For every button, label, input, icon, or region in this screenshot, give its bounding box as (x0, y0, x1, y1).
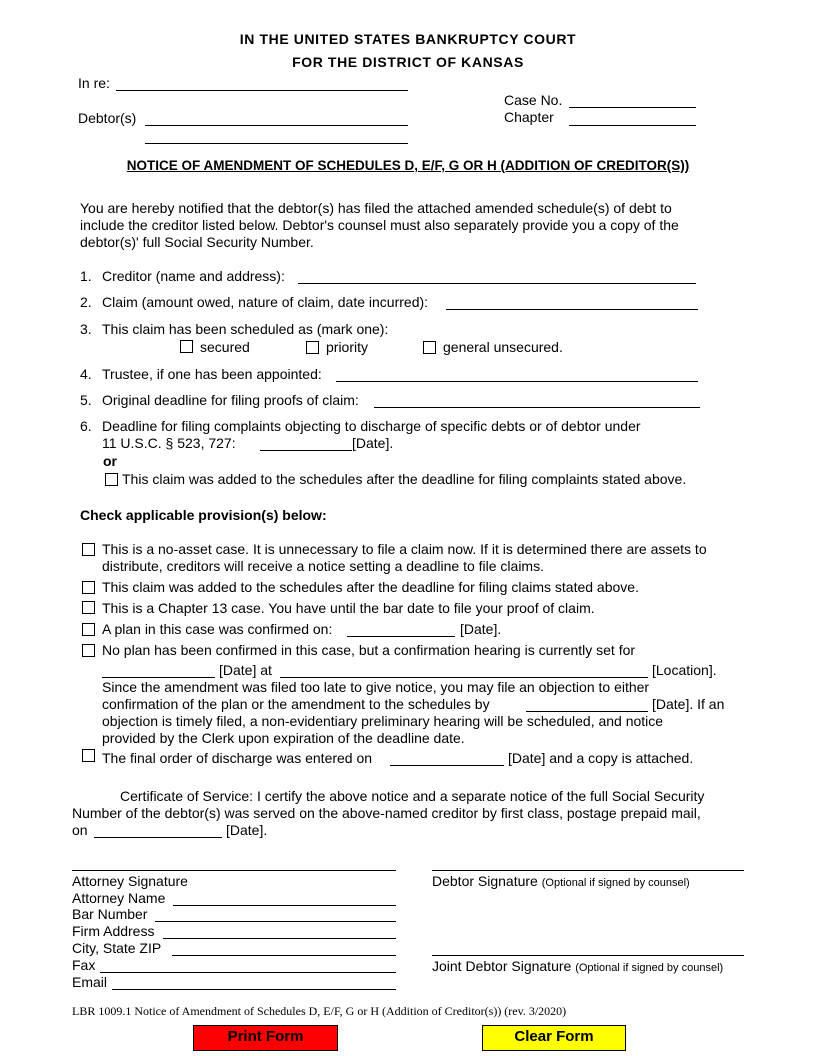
secured-label: secured (200, 339, 250, 355)
email-field[interactable] (112, 989, 396, 990)
priority-checkbox[interactable] (306, 341, 319, 354)
proof-of-claim-deadline-field[interactable] (374, 407, 700, 408)
plan-confirmed-checkbox[interactable] (82, 623, 95, 636)
check-provisions-heading: Check applicable provision(s) below: (80, 507, 327, 523)
discharge-label: The final order of discharge was entered on (102, 750, 373, 766)
late-complaint-checkbox[interactable] (105, 473, 118, 486)
item-3-label: This claim has been scheduled as (mark one): (102, 321, 389, 337)
debtor-name-field[interactable] (145, 125, 408, 126)
plan-confirmed-date-field[interactable] (347, 636, 455, 637)
no-asset-line-2: distribute, creditors will receive a notice setting a deadline to file claims. (102, 558, 544, 574)
in-re-label: In re: (78, 75, 110, 91)
item-3-number: 3. (80, 321, 92, 337)
no-plan-line-6: provided by the Clerk upon expiration of the deadline date. (102, 730, 465, 746)
item-2-label: Claim (amount owed, nature of claim, date incurred): (102, 294, 429, 310)
item-6-number: 6. (80, 418, 92, 434)
certificate-line-1: Certificate of Service: I certify the above notice and a separate notice of the full Social Security (120, 788, 705, 804)
no-plan-line-5: objection is timely filed, a non-evidentiary preliminary hearing will be scheduled, and notice (102, 713, 664, 729)
intro-line-3: debtor(s)' full Social Security Number. (80, 234, 314, 250)
service-date-field[interactable] (94, 837, 222, 838)
debtor-signature-label (432, 873, 690, 889)
discharge-tail: [Date] and a copy is attached. (508, 750, 694, 766)
plan-confirmed-label: A plan in this case was confirmed on: (102, 621, 333, 637)
certificate-date-label: [Date]. (226, 822, 268, 838)
joint-debtor-signature-text: Joint Debtor Signature (432, 958, 572, 974)
certificate-on-label: on (72, 822, 88, 838)
joint-debtor-signature-label (432, 958, 723, 974)
joint-debtor-signature-note: (Optional if signed by counsel) (575, 962, 724, 974)
or-label: or (103, 453, 117, 469)
trustee-field[interactable] (336, 381, 698, 382)
intro-line-1: You are hereby notified that the debtor(s) has filed the attached amended schedule(s) of debt to (80, 200, 672, 216)
debtor-signature-note: (Optional if signed by counsel) (541, 877, 690, 889)
case-no-label: Case No. (504, 92, 563, 108)
item-6-line-2: 11 U.S.C. § 523, 727: (102, 435, 236, 451)
chapter-label: Chapter (504, 109, 554, 125)
court-heading: IN THE UNITED STATES BANKRUPTCY COURT (239, 31, 577, 47)
discharge-checkbox[interactable] (82, 749, 95, 762)
attorney-signature-label: Attorney Signature (72, 873, 188, 889)
joint-debtor-signature-line[interactable] (432, 955, 744, 956)
hearing-date-at-label: [Date] at (219, 662, 272, 678)
item-6-date-label: [Date]. (352, 435, 394, 451)
debtor-signature-text: Debtor Signature (432, 873, 538, 889)
attorney-name-label: Attorney Name (72, 890, 166, 906)
no-plan-line-4-tail: [Date]. If an (652, 696, 725, 712)
intro-paragraph (80, 200, 679, 251)
clear-form-button[interactable]: Clear Form (482, 1025, 626, 1051)
late-claim-label: This claim was added to the schedules after the deadline for filing claims stated above. (102, 579, 639, 595)
item-6-line-1: Deadline for filing complaints objecting to discharge of specific debts or of debtor under (102, 418, 641, 434)
late-complaint-label: This claim was added to the schedules after the deadline for filing complaints stated above. (122, 471, 687, 487)
item-1-label: Creditor (name and address): (102, 268, 285, 284)
creditor-field[interactable] (298, 283, 696, 284)
item-4-number: 4. (80, 366, 92, 382)
no-asset-line-1: This is a no-asset case. It is unnecessary to file a claim now. If it is determined there are assets to (102, 541, 707, 557)
secured-checkbox[interactable] (180, 340, 193, 353)
print-form-button[interactable]: Print Form (193, 1025, 338, 1051)
form-footer: LBR 1009.1 Notice of Amendment of Schedules D, E/F, G or H (Addition of Creditor(s)) (rev. 3/2020) (72, 1004, 567, 1018)
chapter-field[interactable] (569, 125, 696, 126)
objection-deadline-field[interactable] (526, 711, 648, 712)
debtor-signature-line[interactable] (432, 870, 744, 871)
case-no-field[interactable] (569, 107, 696, 108)
general-unsecured-label: general unsecured. (443, 339, 563, 355)
hearing-location-field[interactable] (280, 677, 648, 678)
no-asset-text (102, 541, 707, 575)
notice-title: NOTICE OF AMENDMENT OF SCHEDULES D, E/F, G OR H (ADDITION OF CREDITOR(S)) (126, 158, 690, 173)
in-re-field[interactable] (116, 90, 408, 91)
no-plan-line-3: Since the amendment was filed too late to give notice, you may file an objection to either (102, 679, 650, 695)
item-4-label: Trustee, if one has been appointed: (102, 366, 322, 382)
item-5-label: Original deadline for filing proofs of claim: (102, 392, 359, 408)
debtor-name-field-2[interactable] (145, 143, 408, 144)
hearing-location-label: [Location]. (652, 662, 717, 678)
complaint-deadline-field[interactable] (260, 450, 352, 451)
discharge-date-field[interactable] (390, 765, 504, 766)
claim-field[interactable] (446, 309, 698, 310)
no-plan-line-4: confirmation of the plan or the amendment to the schedules by (102, 696, 490, 712)
email-label: Email (72, 974, 108, 990)
general-unsecured-checkbox[interactable] (423, 341, 436, 354)
district-heading: FOR THE DISTRICT OF KANSAS (292, 54, 524, 70)
debtors-label: Debtor(s) (78, 110, 137, 126)
certificate-line-2: Number of the debtor(s) was served on the above-named creditor by first class, postage prepaid mail, (72, 805, 701, 821)
bar-number-label: Bar Number (72, 906, 148, 922)
no-plan-line-1: No plan has been confirmed in this case, but a confirmation hearing is currently set for (102, 642, 636, 658)
attorney-name-field[interactable] (173, 905, 396, 906)
hearing-date-field[interactable] (102, 677, 215, 678)
firm-address-label: Firm Address (72, 923, 155, 939)
bar-number-field[interactable] (155, 921, 396, 922)
city-state-zip-field[interactable] (172, 955, 396, 956)
item-1-number: 1. (80, 268, 92, 284)
fax-field[interactable] (100, 972, 396, 973)
no-asset-checkbox[interactable] (82, 543, 95, 556)
no-plan-checkbox[interactable] (82, 644, 95, 657)
chapter-13-label: This is a Chapter 13 case. You have until the bar date to file your proof of claim. (102, 600, 595, 616)
chapter-13-checkbox[interactable] (82, 601, 95, 614)
attorney-signature-line[interactable] (72, 870, 396, 871)
item-2-number: 2. (80, 294, 92, 310)
priority-label: priority (326, 339, 369, 355)
city-state-zip-label: City, State ZIP (72, 940, 162, 956)
item-5-number: 5. (80, 392, 92, 408)
intro-line-2: include the creditor listed below. Debtor's counsel must also separately provide you a copy of the (80, 217, 679, 233)
plan-confirmed-date-label: [Date]. (460, 621, 502, 637)
late-claim-checkbox[interactable] (82, 581, 95, 594)
firm-address-field[interactable] (163, 938, 396, 939)
fax-label: Fax (72, 957, 96, 973)
